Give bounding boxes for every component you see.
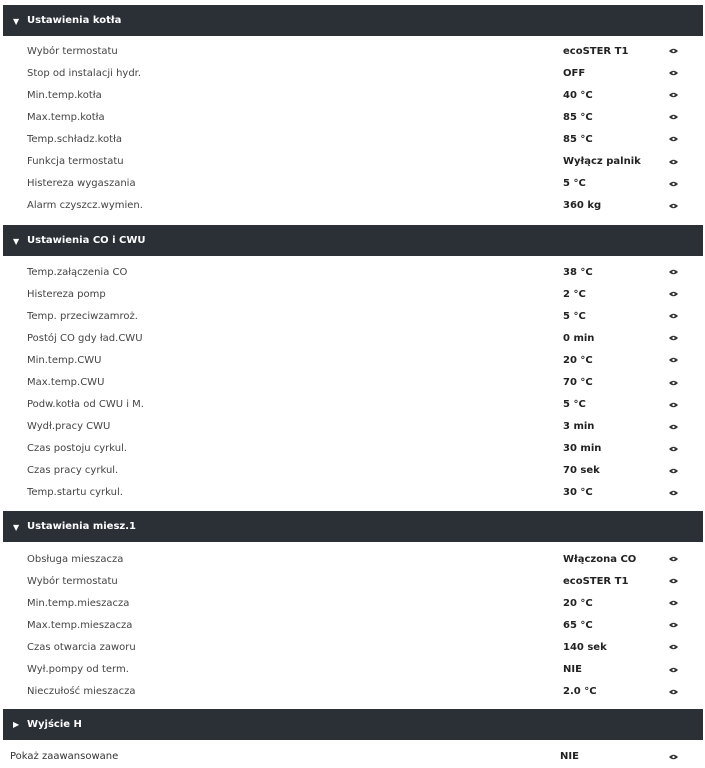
parameter-label: Max.temp.CWU (27, 377, 105, 389)
parameter-label: Czas otwarcia zaworu (27, 641, 136, 653)
parameter-value[interactable]: 85 °C (563, 111, 593, 123)
parameter-label: Max.temp.kotła (27, 111, 105, 123)
eye-icon[interactable] (667, 178, 679, 190)
parameter-label: Wył.pompy od term. (27, 664, 129, 676)
section-header-boiler[interactable] (3, 5, 703, 36)
eye-icon[interactable] (667, 597, 679, 609)
parameter-label: Min.temp.CWU (27, 354, 102, 366)
caret-down-icon: ▼ (13, 237, 20, 246)
parameter-value[interactable]: 20 °C (563, 597, 593, 609)
parameter-value[interactable]: 140 sek (563, 641, 607, 653)
parameter-label: Postój CO gdy ład.CWU (27, 332, 143, 344)
parameter-row[interactable] (3, 394, 703, 416)
parameter-row[interactable] (3, 283, 703, 305)
parameter-label: Stop od instalacji hydr. (27, 67, 142, 79)
eye-icon[interactable] (667, 332, 679, 344)
parameter-row[interactable] (3, 106, 703, 128)
eye-icon[interactable] (667, 751, 679, 763)
parameter-value[interactable]: 2 °C (563, 288, 586, 300)
parameter-label: Temp. przeciwzamroż. (27, 310, 138, 322)
rows-co-cwu (3, 261, 703, 504)
caret-down-icon: ▼ (13, 17, 20, 26)
section-title: Wyjście H (27, 719, 82, 730)
parameter-label: Wybór termostatu (27, 575, 118, 587)
section-header-output-h[interactable] (3, 709, 703, 740)
eye-icon[interactable] (667, 686, 679, 698)
parameter-value[interactable]: 5 °C (563, 178, 586, 190)
parameter-label: Min.temp.kotła (27, 89, 102, 101)
eye-icon[interactable] (667, 200, 679, 212)
parameter-value[interactable]: 70 °C (563, 377, 593, 389)
parameter-value[interactable]: ecoSTER T1 (563, 45, 629, 57)
show-advanced-row[interactable] (0, 746, 705, 768)
eye-icon[interactable] (667, 133, 679, 145)
section-output-h (3, 709, 703, 740)
parameter-label: Wybór termostatu (27, 45, 118, 57)
show-advanced-value[interactable]: NIE (560, 751, 579, 762)
parameter-value[interactable]: NIE (563, 664, 582, 676)
parameter-label: Alarm czyszcz.wymien. (27, 200, 143, 212)
eye-icon[interactable] (667, 156, 679, 168)
eye-icon[interactable] (667, 266, 679, 278)
parameter-row[interactable] (3, 349, 703, 371)
parameter-label: Min.temp.mieszacza (27, 597, 130, 609)
parameter-value[interactable]: 0 min (563, 332, 595, 344)
parameter-label: Czas pracy cyrkul. (27, 465, 119, 477)
section-title: Ustawienia CO i CWU (27, 235, 146, 246)
eye-icon[interactable] (667, 310, 679, 322)
section-title: Ustawienia miesz.1 (27, 521, 136, 532)
parameter-row[interactable] (3, 548, 703, 570)
section-title: Ustawienia kotła (27, 15, 122, 26)
parameter-row[interactable] (3, 636, 703, 658)
parameter-value[interactable]: 3 min (563, 421, 595, 433)
eye-icon[interactable] (667, 399, 679, 411)
eye-icon[interactable] (667, 619, 679, 631)
parameter-label: Obsługa mieszacza (27, 553, 124, 565)
parameter-value[interactable]: 2.0 °C (563, 686, 597, 698)
show-advanced-label: Pokaż zaawansowane (10, 751, 119, 762)
parameter-value[interactable]: 360 kg (563, 200, 602, 212)
parameter-label: Temp.schładz.kotła (27, 133, 123, 145)
eye-icon[interactable] (667, 465, 679, 477)
parameter-label: Histereza wygaszania (27, 178, 136, 190)
parameter-row[interactable] (3, 327, 703, 349)
section-mixer1 (3, 511, 703, 703)
parameter-row[interactable] (3, 614, 703, 636)
parameter-value[interactable]: 30 °C (563, 487, 593, 499)
parameter-row[interactable] (3, 681, 703, 703)
eye-icon[interactable] (667, 67, 679, 79)
parameter-row[interactable] (3, 592, 703, 614)
parameter-row[interactable] (3, 173, 703, 195)
parameter-value[interactable]: 40 °C (563, 89, 593, 101)
parameter-row[interactable] (3, 438, 703, 460)
parameter-row[interactable] (3, 570, 703, 592)
parameter-row[interactable] (3, 416, 703, 438)
parameter-row[interactable] (3, 128, 703, 150)
parameter-row[interactable] (3, 371, 703, 393)
parameter-label: Temp.startu cyrkul. (27, 487, 123, 499)
eye-icon[interactable] (667, 288, 679, 300)
eye-icon[interactable] (667, 377, 679, 389)
parameter-value[interactable]: 85 °C (563, 133, 593, 145)
section-header-mixer1[interactable] (3, 511, 703, 542)
parameter-value[interactable]: Wyłącz palnik (563, 156, 641, 168)
parameter-label: Histereza pomp (27, 288, 106, 300)
section-co-cwu (3, 225, 703, 504)
parameter-row[interactable] (3, 261, 703, 283)
eye-icon[interactable] (667, 443, 679, 455)
parameter-label: Nieczułość mieszacza (27, 686, 136, 698)
eye-icon[interactable] (667, 487, 679, 499)
rows-mixer1 (3, 548, 703, 703)
parameter-row[interactable] (3, 40, 703, 62)
eye-icon[interactable] (667, 421, 679, 433)
parameter-row[interactable] (3, 195, 703, 217)
parameter-row[interactable] (3, 658, 703, 680)
eye-icon[interactable] (667, 111, 679, 123)
parameter-value[interactable]: Włączona CO (563, 553, 637, 565)
parameter-row[interactable] (3, 460, 703, 482)
parameter-label: Funkcja termostatu (27, 156, 124, 168)
parameter-value[interactable]: 65 °C (563, 619, 593, 631)
parameter-label: Max.temp.mieszacza (27, 619, 133, 631)
parameter-value[interactable]: 70 sek (563, 465, 600, 477)
parameter-label: Podw.kotła od CWU i M. (27, 399, 144, 411)
parameter-value[interactable]: ecoSTER T1 (563, 575, 629, 587)
parameter-value[interactable]: 20 °C (563, 354, 593, 366)
parameter-value[interactable]: 5 °C (563, 310, 586, 322)
parameter-label: Temp.załączenia CO (27, 266, 128, 278)
parameter-row[interactable] (3, 84, 703, 106)
parameter-row[interactable] (3, 150, 703, 172)
section-header-co-cwu[interactable] (3, 225, 703, 256)
section-boiler (3, 5, 703, 217)
parameter-row[interactable] (3, 62, 703, 84)
parameter-value[interactable]: 5 °C (563, 399, 586, 411)
parameter-value[interactable]: 38 °C (563, 266, 593, 278)
eye-icon[interactable] (667, 664, 679, 676)
caret-right-icon: ▶ (13, 720, 20, 729)
eye-icon[interactable] (667, 575, 679, 587)
eye-icon[interactable] (667, 89, 679, 101)
eye-icon[interactable] (667, 45, 679, 57)
caret-down-icon: ▼ (13, 523, 20, 532)
parameter-row[interactable] (3, 482, 703, 504)
eye-icon[interactable] (667, 553, 679, 565)
eye-icon[interactable] (667, 354, 679, 366)
parameter-value[interactable]: 30 min (563, 443, 602, 455)
rows-boiler (3, 40, 703, 217)
parameter-row[interactable] (3, 305, 703, 327)
parameter-label: Czas postoju cyrkul. (27, 443, 128, 455)
eye-icon[interactable] (667, 641, 679, 653)
parameter-label: Wydł.pracy CWU (27, 421, 111, 433)
parameter-value[interactable]: OFF (563, 67, 586, 79)
